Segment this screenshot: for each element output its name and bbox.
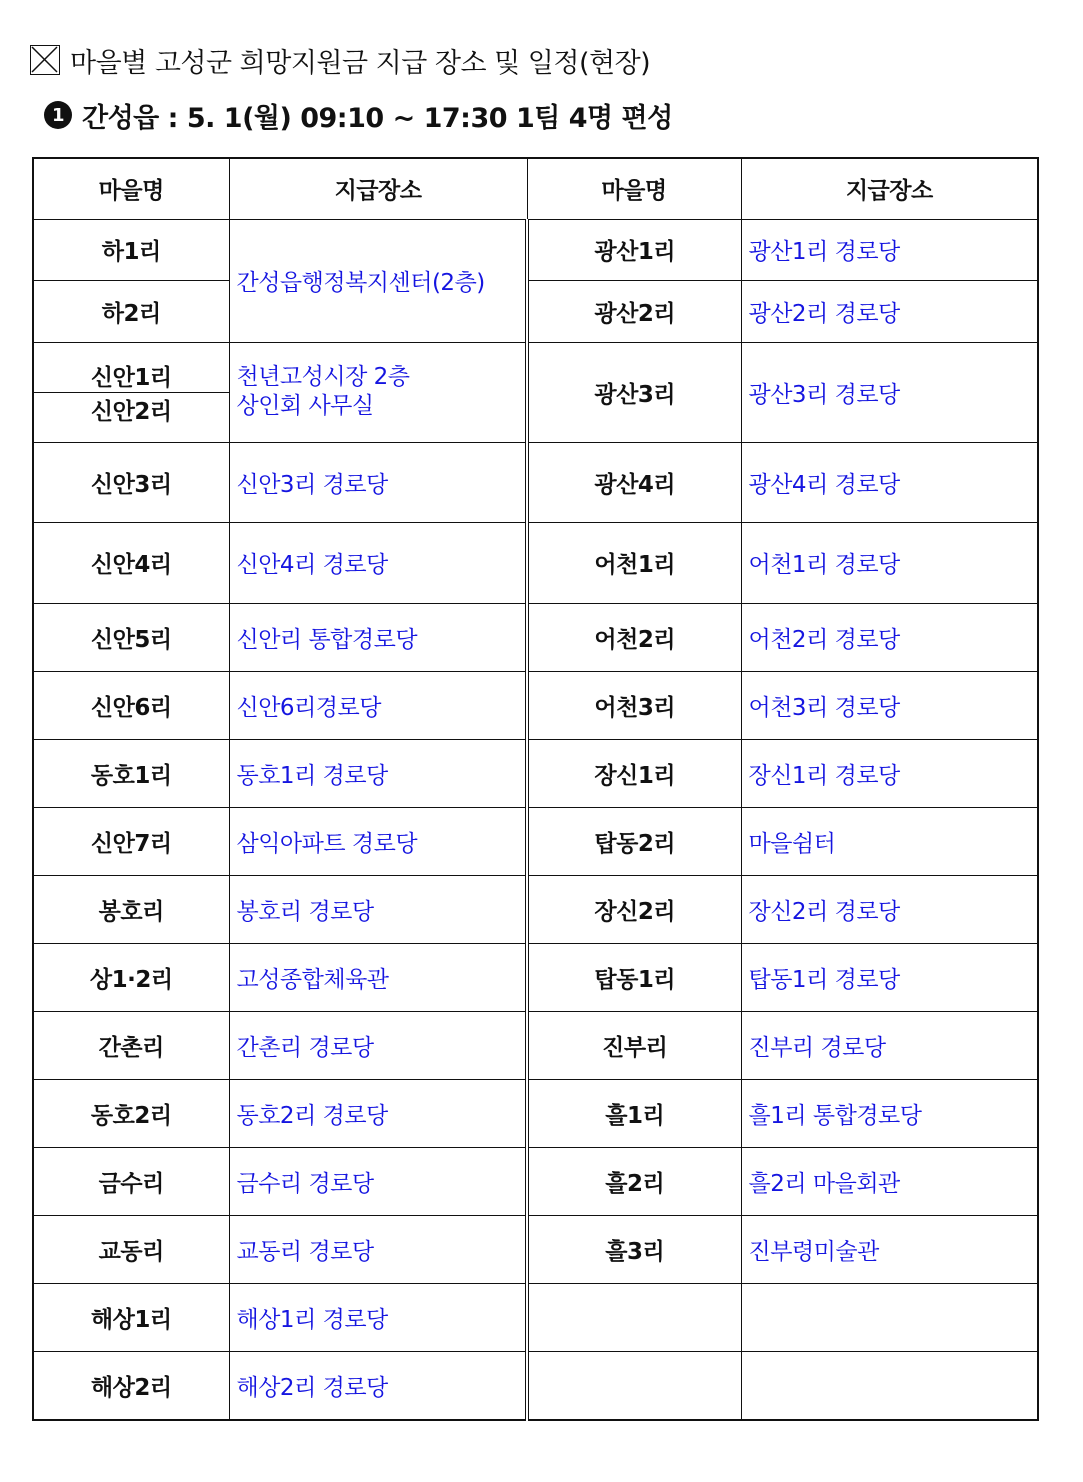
location-cell: 장신2리 경로당 (741, 875, 1038, 943)
table-row (33, 875, 1038, 943)
header-village: 마을명 (527, 158, 741, 219)
village-cell (527, 1351, 741, 1420)
table-row (33, 739, 1038, 807)
location-cell: 광산4리 경로당 (741, 442, 1038, 522)
location-cell: 진부령미술관 (741, 1215, 1038, 1283)
number-one-bullet-icon: 1 (44, 101, 72, 129)
location-cell: 광산2리 경로당 (741, 280, 1038, 342)
village-cell: 동호1리 (33, 739, 229, 807)
village-stack-cell (33, 342, 229, 442)
village-cell: 신안3리 (33, 442, 229, 522)
location-cell: 고성종합체육관 (229, 943, 527, 1011)
title-text: 마을별 고성군 희망지원금 지급 장소 및 일정(현장) (70, 47, 651, 79)
table-row (33, 1079, 1038, 1147)
village-cell: 신안2리 (34, 392, 229, 426)
location-cell: 봉호리 경로당 (229, 875, 527, 943)
schedule-subtitle (44, 92, 673, 138)
village-cell: 탑동2리 (527, 807, 741, 875)
village-cell: 장신1리 (527, 739, 741, 807)
village-cell: 광산2리 (527, 280, 741, 342)
village-cell: 금수리 (33, 1147, 229, 1215)
location-cell: 해상1리 경로당 (229, 1283, 527, 1351)
table-row (33, 671, 1038, 739)
village-cell: 흘2리 (527, 1147, 741, 1215)
header-location: 지급장소 (229, 158, 527, 219)
village-cell: 신안4리 (33, 522, 229, 603)
village-cell: 어천2리 (527, 603, 741, 671)
location-cell: 탑동1리 경로당 (741, 943, 1038, 1011)
location-cell: 동호2리 경로당 (229, 1079, 527, 1147)
village-cell: 상1·2리 (33, 943, 229, 1011)
table-row (33, 219, 1038, 280)
location-cell: 신안3리 경로당 (229, 442, 527, 522)
location-cell: 교동리 경로당 (229, 1215, 527, 1283)
location-cell: 금수리 경로당 (229, 1147, 527, 1215)
location-cell: 간성읍행정복지센터(2층) (229, 219, 527, 342)
location-line: 천년고성시장 2층 (236, 364, 410, 390)
location-cell: 동호1리 경로당 (229, 739, 527, 807)
village-cell: 흘3리 (527, 1215, 741, 1283)
table-row (33, 1147, 1038, 1215)
location-cell (741, 1351, 1038, 1420)
table-header-row (33, 158, 1038, 219)
village-cell: 장신2리 (527, 875, 741, 943)
village-cell: 진부리 (527, 1011, 741, 1079)
table-row (33, 1283, 1038, 1351)
checkbox-x-icon (30, 45, 60, 75)
header-location: 지급장소 (741, 158, 1038, 219)
document-title (30, 38, 650, 82)
location-cell: 흘1리 통합경로당 (741, 1079, 1038, 1147)
village-cell: 광산4리 (527, 442, 741, 522)
village-cell: 광산1리 (527, 219, 741, 280)
location-cell: 어천1리 경로당 (741, 522, 1038, 603)
village-cell (527, 1283, 741, 1351)
village-cell: 간촌리 (33, 1011, 229, 1079)
village-cell: 동호2리 (33, 1079, 229, 1147)
location-cell: 신안리 통합경로당 (229, 603, 527, 671)
table-row (33, 1011, 1038, 1079)
village-cell: 신안7리 (33, 807, 229, 875)
location-cell: 신안6리경로당 (229, 671, 527, 739)
village-cell: 신안6리 (33, 671, 229, 739)
location-cell: 간촌리 경로당 (229, 1011, 527, 1079)
location-cell: 장신1리 경로당 (741, 739, 1038, 807)
location-cell (741, 1283, 1038, 1351)
location-cell: 광산3리 경로당 (741, 342, 1038, 442)
village-cell: 흘1리 (527, 1079, 741, 1147)
table-row (33, 442, 1038, 522)
location-cell: 마을쉼터 (741, 807, 1038, 875)
header-village: 마을명 (33, 158, 229, 219)
table-row (33, 807, 1038, 875)
table-row (33, 342, 1038, 442)
village-cell: 교동리 (33, 1215, 229, 1283)
village-cell: 신안5리 (33, 603, 229, 671)
location-cell: 해상2리 경로당 (229, 1351, 527, 1420)
village-cell: 광산3리 (527, 342, 741, 442)
village-cell: 봉호리 (33, 875, 229, 943)
village-cell: 탑동1리 (527, 943, 741, 1011)
village-cell: 어천3리 (527, 671, 741, 739)
village-cell: 신안1리 (90, 364, 172, 391)
table-row (33, 1215, 1038, 1283)
table-row (33, 280, 1038, 342)
table-row (33, 943, 1038, 1011)
subtitle-text: 간성읍 : 5. 1(월) 09:10 ~ 17:30 1팀 4명 편성 (82, 102, 673, 134)
table-row (33, 603, 1038, 671)
location-cell: 신안4리 경로당 (229, 522, 527, 603)
location-cell: 광산1리 경로당 (741, 219, 1038, 280)
location-cell: 흘2리 마을회관 (741, 1147, 1038, 1215)
location-line: 상인회 사무실 (236, 393, 374, 419)
schedule-table (32, 157, 1039, 1421)
village-cell: 해상2리 (33, 1351, 229, 1420)
location-cell: 삼익아파트 경로당 (229, 807, 527, 875)
table-row (33, 522, 1038, 603)
table-row (33, 1351, 1038, 1420)
location-cell: 진부리 경로당 (741, 1011, 1038, 1079)
location-cell: 어천2리 경로당 (741, 603, 1038, 671)
village-cell: 어천1리 (527, 522, 741, 603)
village-cell: 하2리 (33, 280, 229, 342)
village-cell: 해상1리 (33, 1283, 229, 1351)
location-cell (229, 342, 527, 442)
village-cell: 하1리 (33, 219, 229, 280)
location-cell: 어천3리 경로당 (741, 671, 1038, 739)
